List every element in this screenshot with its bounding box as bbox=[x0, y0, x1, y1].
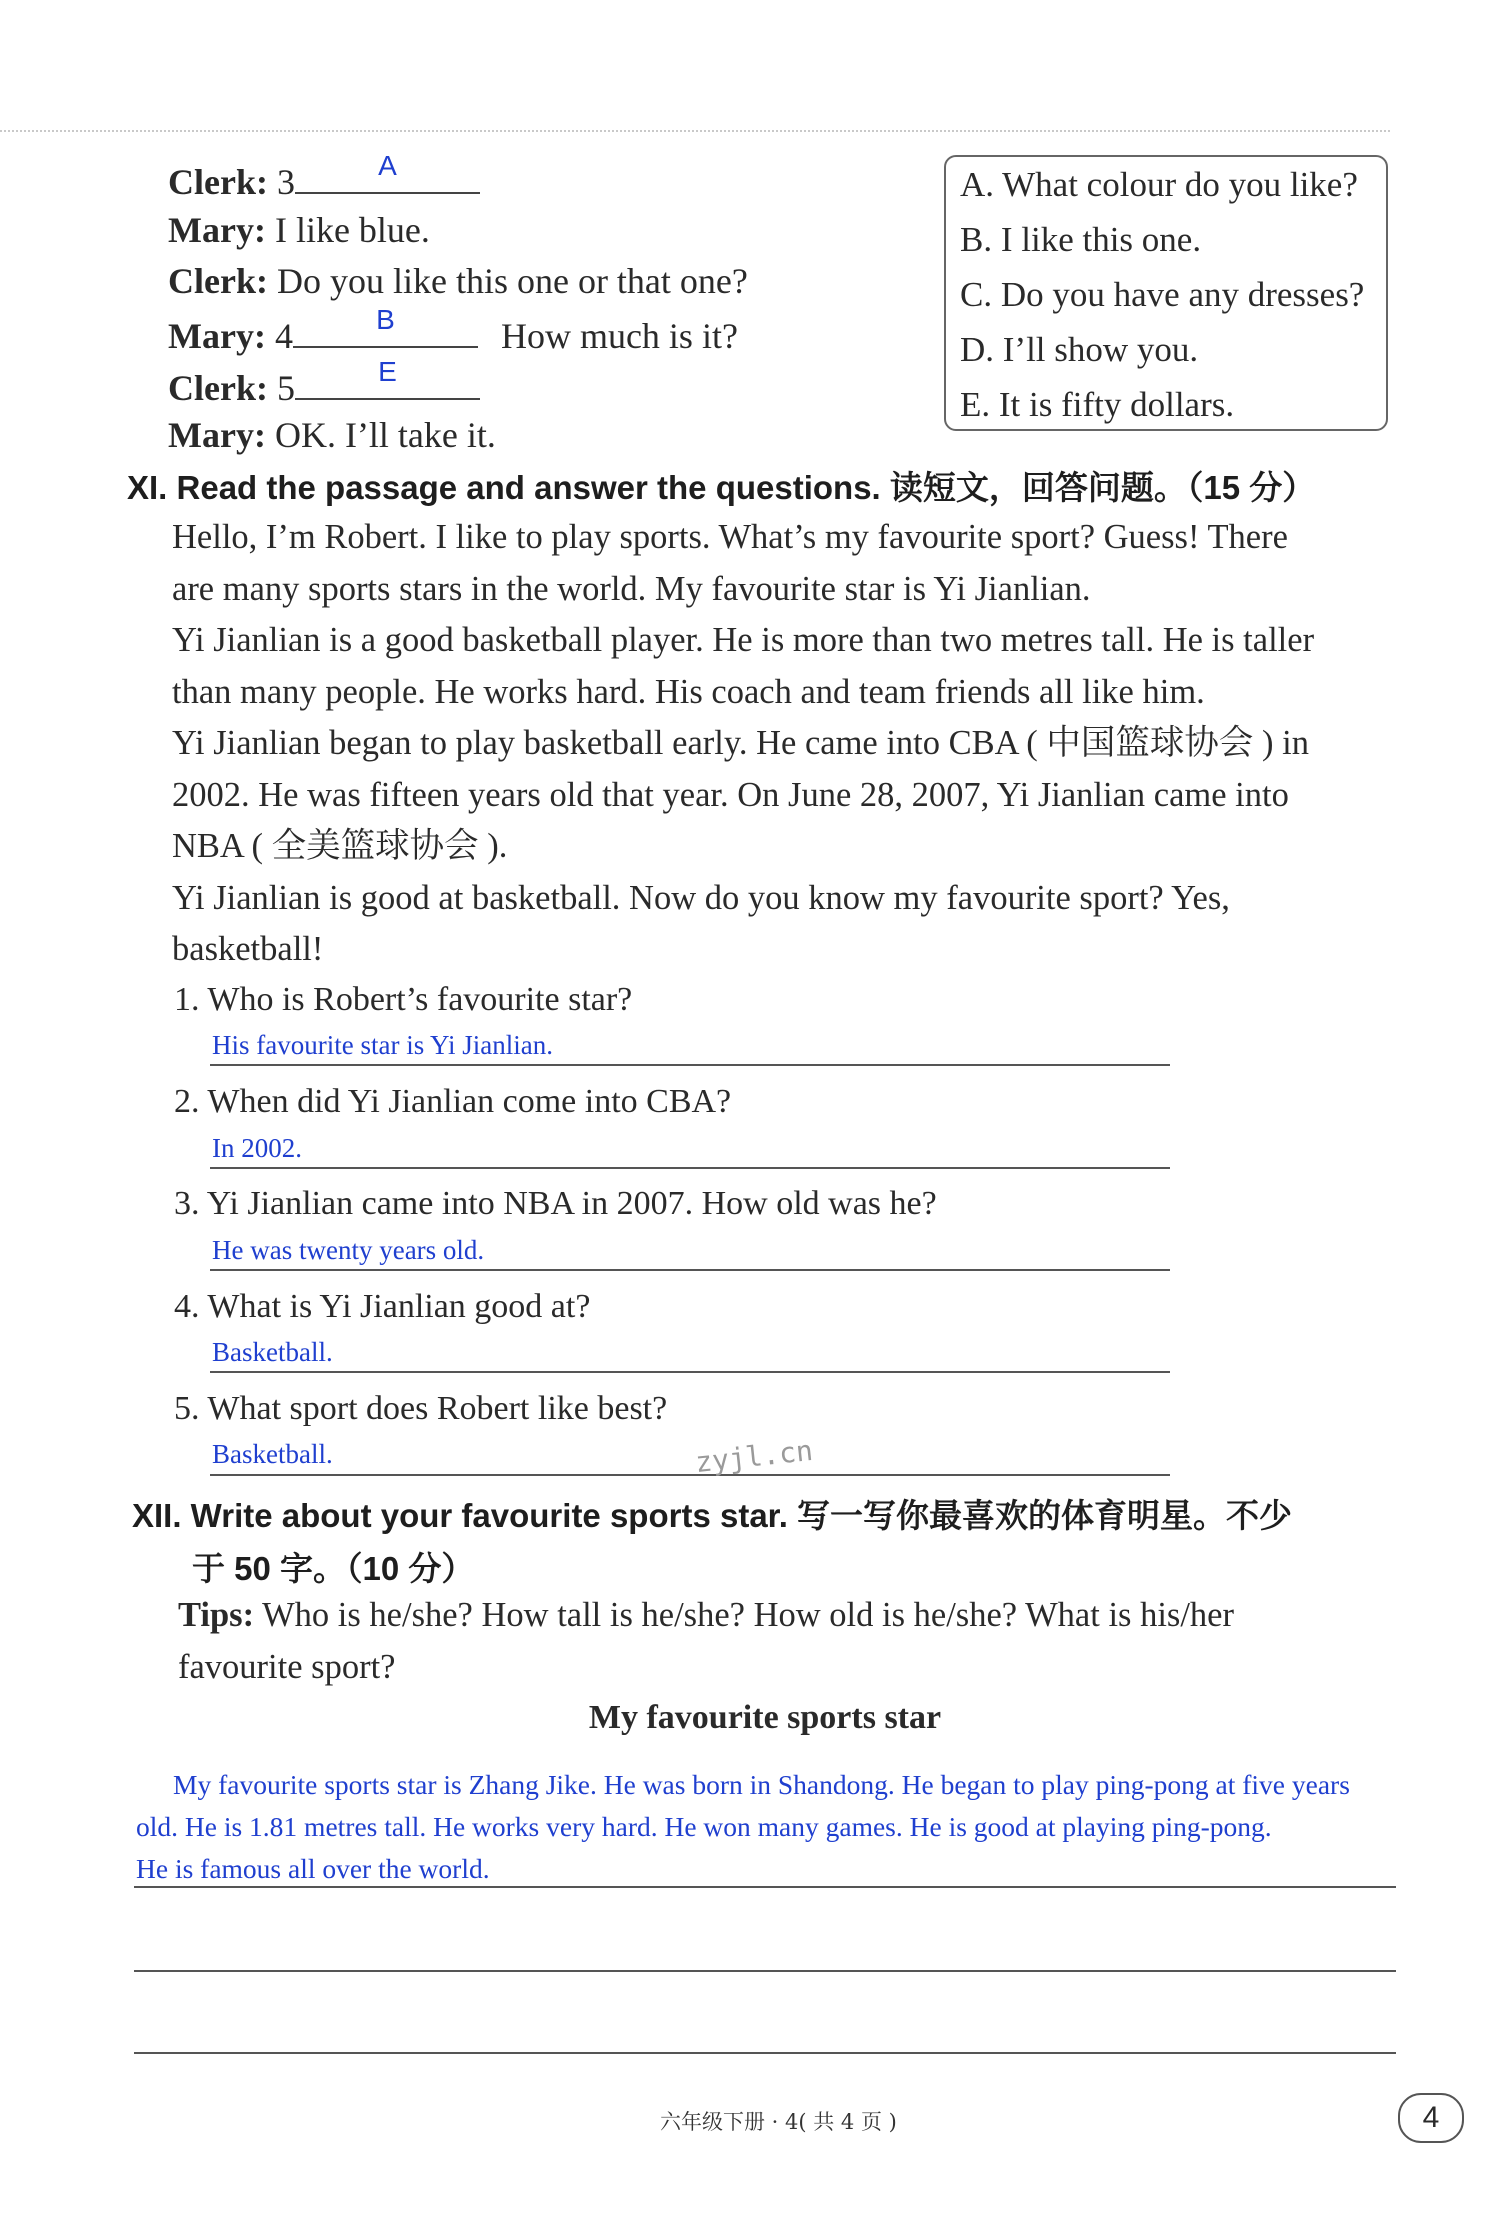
passage-line: NBA ( 全美篮球协会 ). bbox=[172, 827, 508, 865]
blank-answer: B bbox=[376, 304, 395, 335]
answer-line-2[interactable] bbox=[210, 1167, 1170, 1169]
speaker: Mary: bbox=[168, 210, 266, 250]
blank-answer: A bbox=[378, 150, 397, 181]
dialogue-text: Do you like this one or that one? bbox=[276, 261, 748, 301]
blank-number: 3 bbox=[276, 162, 295, 202]
question-5: 5. What sport does Robert like best? bbox=[174, 1390, 668, 1427]
section-12-title-line2: 于 50 字。（10 分） bbox=[192, 1550, 475, 1587]
blank-number: 5 bbox=[276, 368, 295, 408]
options-box bbox=[944, 155, 1388, 431]
question-4: 4. What is Yi Jianlian good at? bbox=[174, 1288, 591, 1325]
passage-line: basketball! bbox=[172, 930, 324, 968]
tips-line-2: favourite sport? bbox=[178, 1648, 396, 1686]
writing-line-2[interactable] bbox=[134, 1970, 1396, 1972]
answer-blank[interactable] bbox=[295, 152, 480, 194]
answer-2: In 2002. bbox=[212, 1133, 302, 1163]
speaker: Clerk: bbox=[168, 261, 268, 301]
option-b: B. I like this one. bbox=[960, 220, 1202, 259]
passage-line: are many sports stars in the world. My favourite star is Yi Jianlian. bbox=[172, 570, 1091, 608]
passage-line: Yi Jianlian is a good basketball player. He is more than two metres tall. He is taller bbox=[172, 621, 1315, 659]
section-11-title: XI. Read the passage and answer the questions. 读短文，回答问题。（15 分） bbox=[127, 469, 1316, 506]
top-dotted-rule bbox=[0, 130, 1390, 132]
essay-line: My favourite sports star is Zhang Jike. He was born in Shandong. He began to play ping-pong at five years bbox=[173, 1769, 1350, 1800]
writing-line-3[interactable] bbox=[134, 2052, 1396, 2054]
writing-line-1[interactable] bbox=[134, 1886, 1396, 1888]
answer-line-1[interactable] bbox=[210, 1064, 1170, 1066]
answer-1: His favourite star is Yi Jianlian. bbox=[212, 1030, 553, 1060]
option-c: C. Do you have any dresses? bbox=[960, 275, 1365, 314]
option-d: D. I’ll show you. bbox=[960, 330, 1199, 369]
option-e: E. It is fifty dollars. bbox=[960, 385, 1235, 424]
question-2: 2. When did Yi Jianlian come into CBA? bbox=[174, 1083, 732, 1120]
passage-line: than many people. He works hard. His coach and team friends all like him. bbox=[172, 673, 1205, 711]
question-1: 1. Who is Robert’s favourite star? bbox=[174, 981, 633, 1018]
blank-number: 4 bbox=[274, 316, 293, 356]
dialogue-line-5 bbox=[168, 358, 480, 414]
answer-blank[interactable] bbox=[293, 306, 478, 348]
watermark: zyjl.cn bbox=[693, 1433, 815, 1480]
dialogue-line-2 bbox=[168, 204, 430, 256]
question-3: 3. Yi Jianlian came into NBA in 2007. How old was he? bbox=[174, 1185, 937, 1222]
speaker: Mary: bbox=[168, 415, 266, 455]
passage-line: Hello, I’m Robert. I like to play sports. What’s my favourite sport? Guess! There bbox=[172, 518, 1288, 556]
tips bbox=[178, 1590, 1234, 1642]
blank-answer: E bbox=[378, 356, 397, 387]
essay-line: old. He is 1.81 metres tall. He works very hard. He won many games. He is good at playing ping-pong. bbox=[136, 1811, 1272, 1842]
speaker: Clerk: bbox=[168, 368, 268, 408]
page-number: 4 bbox=[1398, 2093, 1464, 2143]
dialogue-text: I like blue. bbox=[274, 210, 430, 250]
answer-line-5[interactable] bbox=[210, 1474, 1170, 1476]
essay-line: He is famous all over the world. bbox=[136, 1853, 490, 1884]
dialogue-line-6 bbox=[168, 409, 496, 461]
answer-blank[interactable] bbox=[295, 358, 480, 400]
passage-line: 2002. He was fifteen years old that year. On June 28, 2007, Yi Jianlian came into bbox=[172, 776, 1289, 814]
answer-line-3[interactable] bbox=[210, 1269, 1170, 1271]
essay-title: My favourite sports star bbox=[588, 1699, 942, 1736]
answer-4: Basketball. bbox=[212, 1337, 333, 1367]
tips-text: Who is he/she? How tall is he/she? How old is he/she? What is his/her bbox=[262, 1596, 1234, 1634]
answer-3: He was twenty years old. bbox=[212, 1235, 485, 1265]
speaker: Clerk: bbox=[168, 162, 268, 202]
answer-line-4[interactable] bbox=[210, 1371, 1170, 1373]
dialogue-line-1 bbox=[168, 152, 480, 208]
passage-line: Yi Jianlian began to play basketball early. He came into CBA ( 中国篮球协会 ) in bbox=[172, 724, 1309, 762]
tips-label: Tips: bbox=[178, 1596, 255, 1634]
speaker: Mary: bbox=[168, 316, 266, 356]
option-a: A. What colour do you like? bbox=[960, 165, 1358, 204]
passage-line: Yi Jianlian is good at basketball. Now do you know my favourite sport? Yes, bbox=[172, 879, 1230, 917]
dialogue-text: OK. I’ll take it. bbox=[274, 415, 496, 455]
section-12-title-line1: XII. Write about your favourite sports star. 写一写你最喜欢的体育明星。不少 bbox=[132, 1497, 1293, 1534]
answer-5: Basketball. bbox=[212, 1439, 333, 1469]
footer-text: 六年级下册 · 4( 共 4 页 ) bbox=[660, 2110, 897, 2134]
dialogue-text: How much is it? bbox=[500, 316, 738, 356]
